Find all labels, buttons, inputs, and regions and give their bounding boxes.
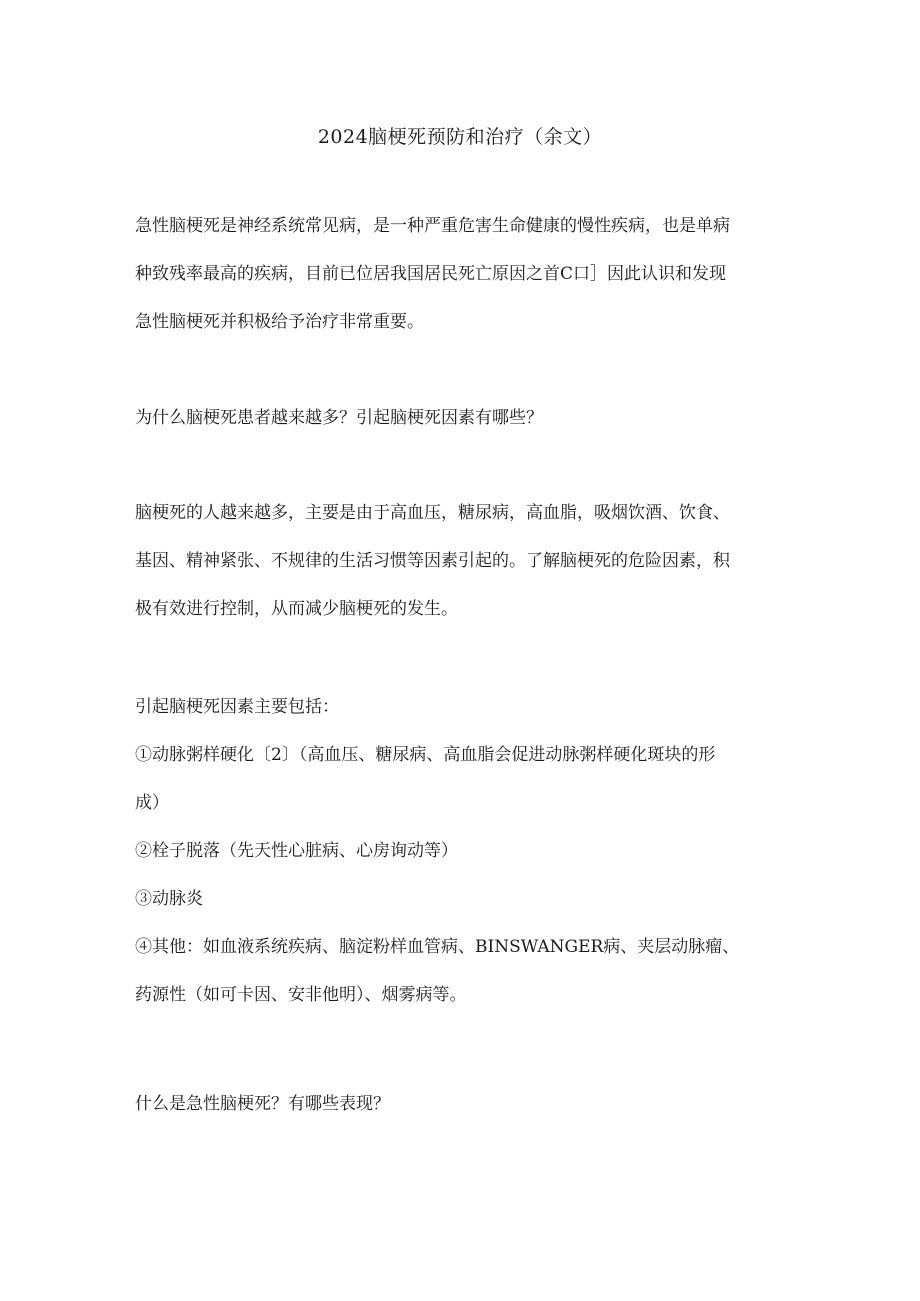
document-title: 2024脑梗死预防和治疗（余文）	[317, 126, 603, 148]
question-heading-1	[135, 394, 795, 442]
answer-1-line-1: 脑梗死的人越来越多，主要是由于高血压，糖尿病，高血脂，吸烟饮酒、饮食、	[135, 503, 730, 523]
cause-item-4-continuation: 药源性（如可卡因、安非他明）、烟雾病等。	[135, 985, 467, 1005]
cause-item-2: ②栓子脱落（先天性心脏病、心房询动等）	[135, 841, 458, 861]
causes-section	[135, 683, 795, 1019]
answer-1-line-3: 极有效进行控制，从而减少脑梗死的发生。	[135, 599, 458, 619]
answer-1-line-2: 基因、精神紧张、不规律的生活习惯等因素引起的。了解脑梗死的危险因素，积	[135, 551, 730, 571]
intro-paragraph	[135, 202, 795, 346]
question-2-text: 什么是急性脑梗死？有哪些表现？	[135, 1094, 390, 1114]
cause-item-1: ①动脉粥样硬化〔2〕（高血压、糖尿病、高血脂会促进动脉粥样硬化斑块的形	[135, 745, 716, 765]
intro-line-3: 急性脑梗死并积极给予治疗非常重要。	[135, 312, 424, 332]
question-heading-2	[135, 1080, 795, 1128]
intro-line-2: 种致残率最高的疾病，目前已位居我国居民死亡原因之首C口］因此认识和发现	[135, 264, 727, 284]
cause-item-4: ④其他：如血液系统疾病、脑淀粉样血管病、BINSWANGER病、夹层动脉瘤、	[135, 937, 740, 957]
cause-item-1-continuation: 成）	[135, 793, 169, 813]
answer-paragraph-1	[135, 489, 795, 633]
cause-item-3: ③动脉炎	[135, 889, 203, 909]
question-1-text: 为什么脑梗死患者越来越多？引起脑梗死因素有哪些？	[135, 408, 543, 428]
intro-line-1: 急性脑梗死是神经系统常见病，是一种严重危害生命健康的慢性疾病，也是单病	[135, 216, 730, 236]
causes-heading: 引起脑梗死因素主要包括：	[135, 697, 339, 717]
